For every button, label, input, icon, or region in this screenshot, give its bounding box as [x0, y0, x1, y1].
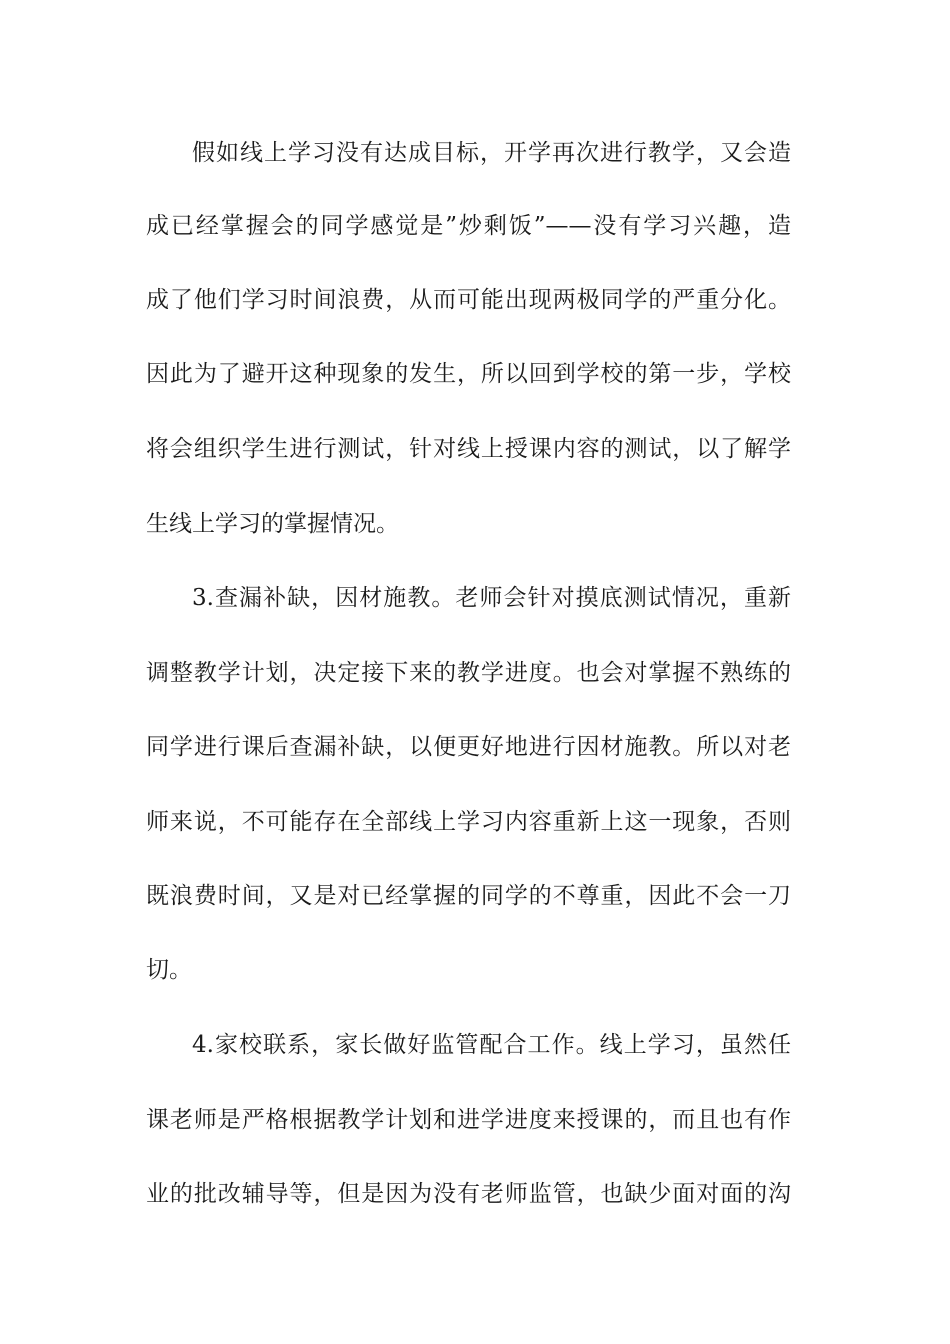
paragraph-line: 将会组织学生进行测试，针对线上授课内容的测试，以了解学	[146, 436, 791, 462]
paragraph-line: 业的批改辅导等，但是因为没有老师监管，也缺少面对面的沟	[146, 1181, 791, 1207]
paragraph-line: 成了他们学习时间浪费，从而可能出现两极同学的严重分化。	[146, 287, 791, 313]
paragraph-line: 切。	[146, 957, 192, 983]
paragraph-line: 4.家校联系，家长做好监管配合工作。线上学习，虽然任	[192, 1032, 791, 1058]
paragraph-line: 因此为了避开这种现象的发生，所以回到学校的第一步，学校	[146, 361, 791, 387]
paragraph-line: 课老师是严格根据教学计划和进学进度来授课的，而且也有作	[146, 1107, 791, 1133]
paragraph-line: 假如线上学习没有达成目标，开学再次进行教学，又会造	[192, 140, 791, 166]
paragraph-line: 生线上学习的掌握情况。	[146, 511, 399, 537]
paragraph-line: 调整教学计划，决定接下来的教学进度。也会对掌握不熟练的	[146, 660, 791, 686]
paragraph-line: 同学进行课后查漏补缺，以便更好地进行因材施教。所以对老	[146, 734, 791, 760]
paragraph-line: 师来说，不可能存在全部线上学习内容重新上这一现象，否则	[146, 809, 791, 835]
paragraph-line: 成已经掌握会的同学感觉是”炒剩饭”——没有学习兴趣，造	[146, 213, 791, 239]
paragraph-line: 3.查漏补缺，因材施教。老师会针对摸底测试情况，重新	[192, 585, 791, 611]
paragraph-line: 既浪费时间，又是对已经掌握的同学的不尊重，因此不会一刀	[146, 883, 791, 909]
